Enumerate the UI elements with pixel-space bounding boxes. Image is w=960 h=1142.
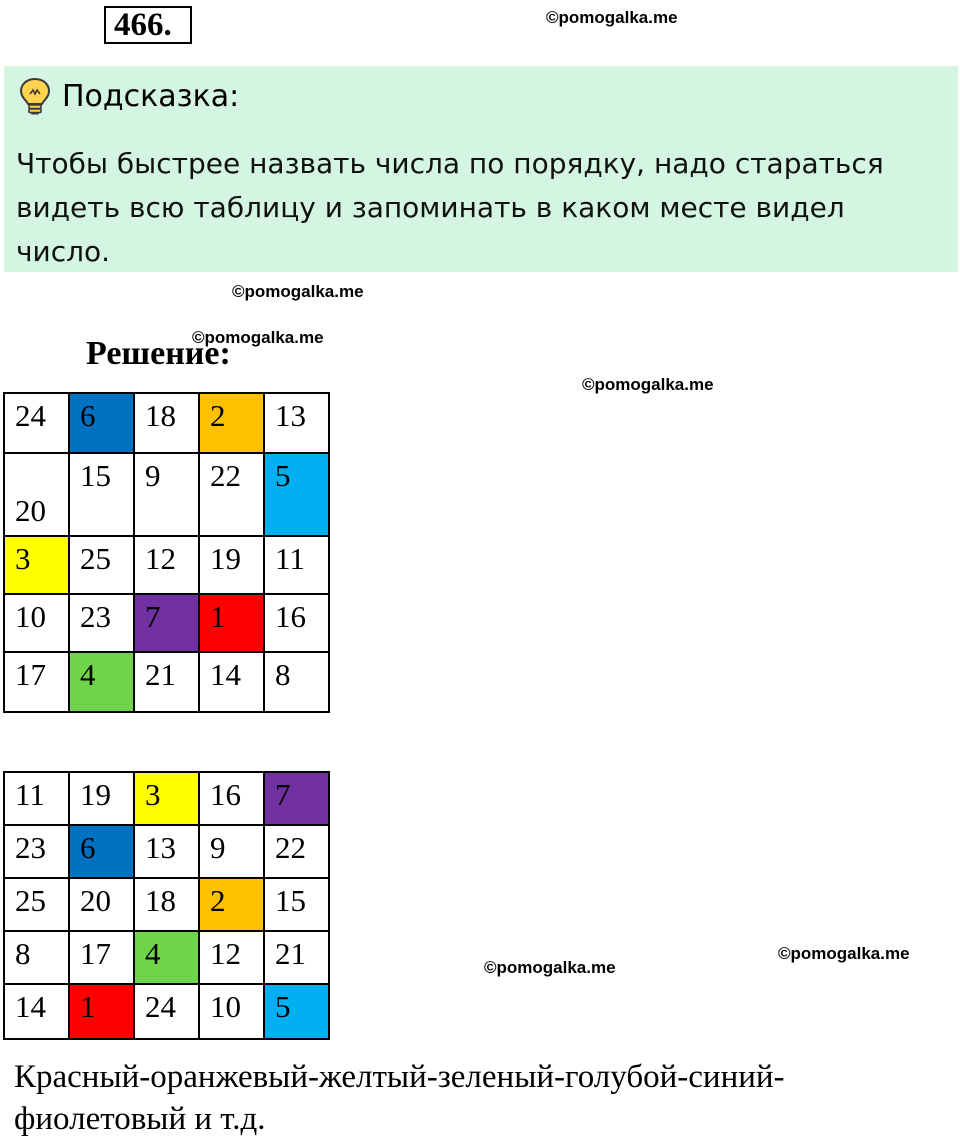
grid-row — [4, 825, 329, 878]
grid-cell — [134, 652, 199, 712]
cell-number: 14 — [15, 989, 46, 1024]
watermark: ©pomogalka.me — [546, 8, 678, 27]
cell-number: 17 — [80, 936, 111, 971]
cell-number: 1 — [80, 989, 96, 1024]
cell-number: 9 — [145, 458, 161, 493]
grid-cell — [264, 878, 329, 931]
cell-number: 23 — [80, 599, 111, 634]
hint-title: Подсказка: — [62, 79, 240, 114]
grid-row — [4, 652, 329, 712]
cell-number: 13 — [275, 398, 306, 433]
grid-cell — [4, 536, 69, 594]
task-number: 466. — [104, 6, 192, 44]
cell-number: 22 — [275, 830, 306, 865]
cell-number: 24 — [15, 398, 46, 433]
grid-cell — [4, 984, 69, 1039]
cell-number: 4 — [145, 936, 161, 971]
number-grid-2 — [3, 771, 330, 1040]
cell-number: 6 — [80, 830, 96, 865]
cell-number: 12 — [145, 541, 176, 576]
cell-number: 16 — [275, 599, 306, 634]
grid-row — [4, 878, 329, 931]
cell-number: 20 — [80, 883, 111, 918]
number-grid-1 — [3, 392, 330, 713]
cell-number: 18 — [145, 883, 176, 918]
cell-number: 15 — [80, 458, 111, 493]
cell-number: 13 — [145, 830, 176, 865]
cell-number: 3 — [145, 777, 161, 812]
grid-row — [4, 772, 329, 825]
grid-cell — [69, 536, 134, 594]
grid-cell — [134, 984, 199, 1039]
grid-row — [4, 453, 329, 536]
cell-number: 11 — [275, 541, 305, 576]
grid-cell — [134, 393, 199, 453]
grid-cell — [264, 453, 329, 536]
cell-number: 2 — [210, 883, 226, 918]
cell-number: 10 — [210, 989, 241, 1024]
grid-cell — [69, 772, 134, 825]
watermark: ©pomogalka.me — [192, 328, 324, 347]
grid-cell — [4, 393, 69, 453]
cell-number: 25 — [15, 883, 46, 918]
watermark: ©pomogalka.me — [232, 282, 364, 301]
grid-cell — [4, 594, 69, 652]
cell-number: 8 — [15, 936, 31, 971]
cell-number: 15 — [275, 883, 306, 918]
grid-cell — [134, 825, 199, 878]
grid-cell — [264, 931, 329, 984]
grid-cell — [134, 536, 199, 594]
cell-number: 18 — [145, 398, 176, 433]
cell-number: 8 — [275, 657, 291, 692]
cell-number: 9 — [210, 830, 226, 865]
grid-cell — [134, 594, 199, 652]
cell-number: 7 — [275, 777, 291, 812]
grid-cell — [199, 393, 264, 453]
cell-number: 10 — [15, 599, 46, 634]
grid-cell — [264, 393, 329, 453]
grid-cell — [4, 772, 69, 825]
grid-cell — [134, 453, 199, 536]
cell-number: 23 — [15, 830, 46, 865]
watermark: ©pomogalka.me — [778, 944, 910, 963]
cell-number: 11 — [15, 777, 45, 812]
grid-cell — [4, 825, 69, 878]
grid-cell — [199, 652, 264, 712]
cell-number: 19 — [210, 541, 241, 576]
cell-number: 5 — [275, 989, 291, 1024]
cell-number: 21 — [145, 657, 176, 692]
cell-number: 6 — [80, 398, 96, 433]
grid-cell — [199, 536, 264, 594]
grid-cell — [199, 825, 264, 878]
grid-cell — [199, 772, 264, 825]
cell-number: 3 — [15, 541, 31, 576]
watermark: ©pomogalka.me — [582, 375, 714, 394]
grid-cell — [69, 393, 134, 453]
cell-number: 24 — [145, 989, 176, 1024]
grid-cell — [69, 594, 134, 652]
cell-number: 7 — [145, 599, 161, 634]
grid-cell — [264, 652, 329, 712]
watermark: ©pomogalka.me — [484, 958, 616, 977]
grid-cell — [134, 931, 199, 984]
grid-cell — [264, 825, 329, 878]
grid-cell — [199, 878, 264, 931]
cell-number: 21 — [275, 936, 306, 971]
cell-number: 5 — [275, 458, 291, 493]
grid-cell — [134, 878, 199, 931]
grid-cell — [69, 825, 134, 878]
grid-cell — [4, 878, 69, 931]
grid-row — [4, 594, 329, 652]
solution-title: Решение: — [86, 335, 231, 372]
cell-number: 14 — [210, 657, 241, 692]
cell-number: 1 — [210, 599, 226, 634]
cell-number: 25 — [80, 541, 111, 576]
color-order-text: Красный-оранжевый-желтый-зеленый-голубой-синий-фиолетовый и т.д. — [14, 1059, 785, 1137]
grid-cell — [69, 652, 134, 712]
grid-cell — [4, 652, 69, 712]
grid-row — [4, 931, 329, 984]
cell-number: 22 — [210, 458, 241, 493]
grid-cell — [69, 931, 134, 984]
cell-number: 2 — [210, 398, 226, 433]
cell-number: 4 — [80, 657, 96, 692]
grid-cell — [199, 594, 264, 652]
grid-cell — [199, 453, 264, 536]
cell-number: 19 — [80, 777, 111, 812]
cell-number: 12 — [210, 936, 241, 971]
grid-cell — [264, 594, 329, 652]
grid-cell — [69, 878, 134, 931]
grid-row — [4, 984, 329, 1039]
grid-cell — [264, 536, 329, 594]
grid-cell — [4, 931, 69, 984]
grid-cell — [69, 453, 134, 536]
grid-cell — [4, 453, 69, 536]
cell-number: 20 — [15, 493, 46, 528]
cell-number: 16 — [210, 777, 241, 812]
lightbulb-icon — [18, 76, 52, 116]
grid-row — [4, 393, 329, 453]
grid-row — [4, 536, 329, 594]
grid-cell — [264, 984, 329, 1039]
grid-cell — [199, 984, 264, 1039]
cell-number: 17 — [15, 657, 46, 692]
grid-cell — [199, 931, 264, 984]
hint-text: Чтобы быстрее назвать числа по порядку, надо стараться видеть всю таблицу и запоминать в каком месте видел число. — [16, 147, 884, 268]
grid-cell — [134, 772, 199, 825]
grid-cell — [69, 984, 134, 1039]
grid-cell — [264, 772, 329, 825]
